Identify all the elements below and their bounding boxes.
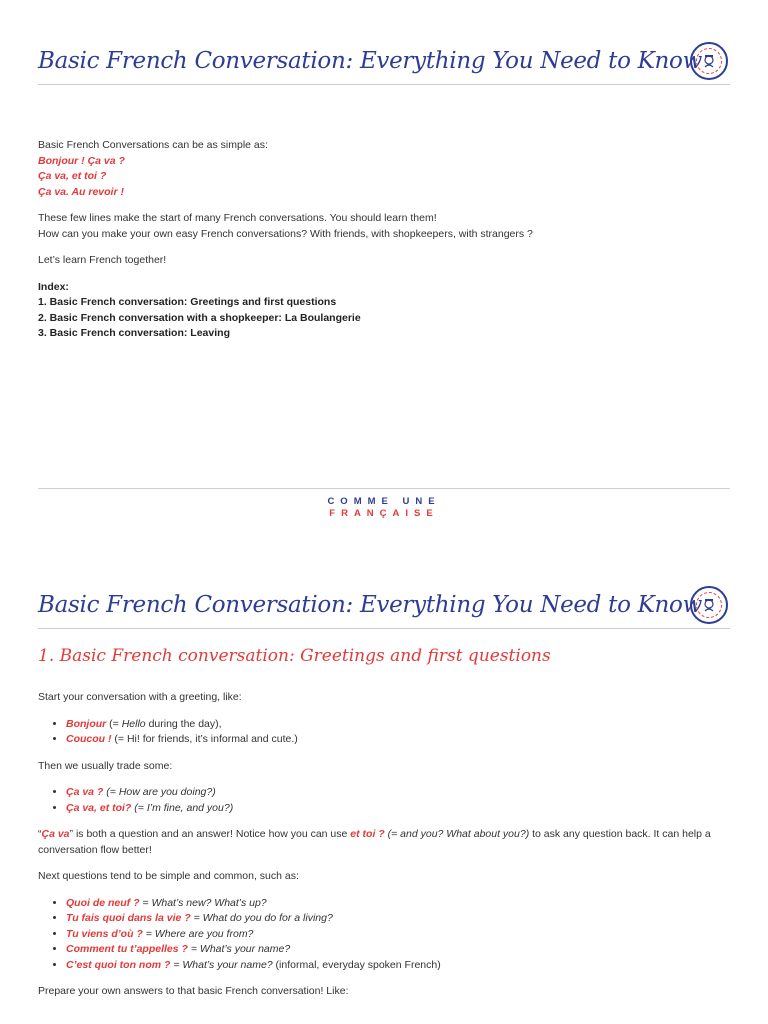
phrase-line: Ça va, et toi ?: [38, 170, 107, 182]
logo-badge: [690, 586, 728, 624]
list-item: • Ça va, et toi? (= I’m fine, and you?): [66, 801, 730, 817]
index-label: Index:: [38, 280, 69, 293]
face-icon: [703, 598, 715, 612]
paragraph: Start your conversation with a greeting, like:: [38, 691, 242, 703]
brand-line1: COMME UNE: [327, 496, 441, 507]
phrase-line: Bonjour ! Ça va ?: [38, 154, 125, 167]
paragraph: Let’s learn French together!: [38, 254, 167, 266]
list-item: • C’est quoi ton nom ? = What’s your name? (informal, everyday spoken French): [66, 958, 730, 974]
paragraph: Next questions tend to be simple and common, such as:: [38, 870, 299, 882]
page-title: Basic French Conversation: Everything You Need to Know: [38, 48, 702, 74]
brand-line2: FRANÇAISE: [329, 508, 439, 519]
page-title: Basic French Conversation: Everything You Need to Know: [38, 592, 702, 618]
page-header: [38, 568, 730, 629]
list-item: • Tu fais quoi dans la vie ? = What do you do for a living?: [66, 911, 730, 927]
paragraph: “Ça va” is both a question and an answer! Notice how you can use et toi ? (= and you? What about you?) to ask any question back. It can help a conversation flow better!: [38, 828, 711, 856]
greeting-list: [38, 717, 730, 748]
list-item: • Ça va ? (= How are you doing?): [66, 785, 730, 801]
page1-body: [38, 138, 730, 342]
page-header: [38, 24, 730, 85]
brand-logo: [0, 496, 768, 520]
footer-divider: [38, 488, 730, 489]
trade-list: [38, 785, 730, 816]
list-item: • Tu viens d’où ? = Where are you from?: [66, 927, 730, 943]
logo-badge: [690, 42, 728, 80]
paragraph: How can you make your own easy French conversations? With friends, with shopkeepers, with strangers ?: [38, 227, 533, 240]
phrase-line: Ça va. Au revoir !: [38, 185, 124, 198]
face-icon: [703, 54, 715, 68]
paragraph: Prepare your own answers to that basic French conversation! Like:: [38, 985, 349, 997]
intro-text: Basic French Conversations can be as simple as:: [38, 139, 268, 151]
list-item: • Bonjour (= Hello during the day),: [66, 717, 730, 733]
paragraph: Then we usually trade some:: [38, 759, 173, 772]
list-item: • Coucou ! (= Hi! for friends, it’s informal and cute.): [66, 732, 730, 748]
index-item[interactable]: 2. Basic French conversation with a shopkeeper: La Boulangerie: [38, 311, 361, 324]
page2-body: [38, 690, 730, 1000]
list-item: • Quoi de neuf ? = What’s new? What’s up?: [66, 896, 730, 912]
list-item: • Comment tu t’appelles ? = What’s your name?: [66, 942, 730, 958]
question-list: [38, 896, 730, 974]
index-item[interactable]: 3. Basic French conversation: Leaving: [38, 327, 230, 339]
index-item[interactable]: 1. Basic French conversation: Greetings and first questions: [38, 296, 337, 308]
paragraph: These few lines make the start of many French conversations. You should learn them!: [38, 212, 437, 224]
section-title: 1. Basic French conversation: Greetings and first questions: [38, 646, 551, 666]
